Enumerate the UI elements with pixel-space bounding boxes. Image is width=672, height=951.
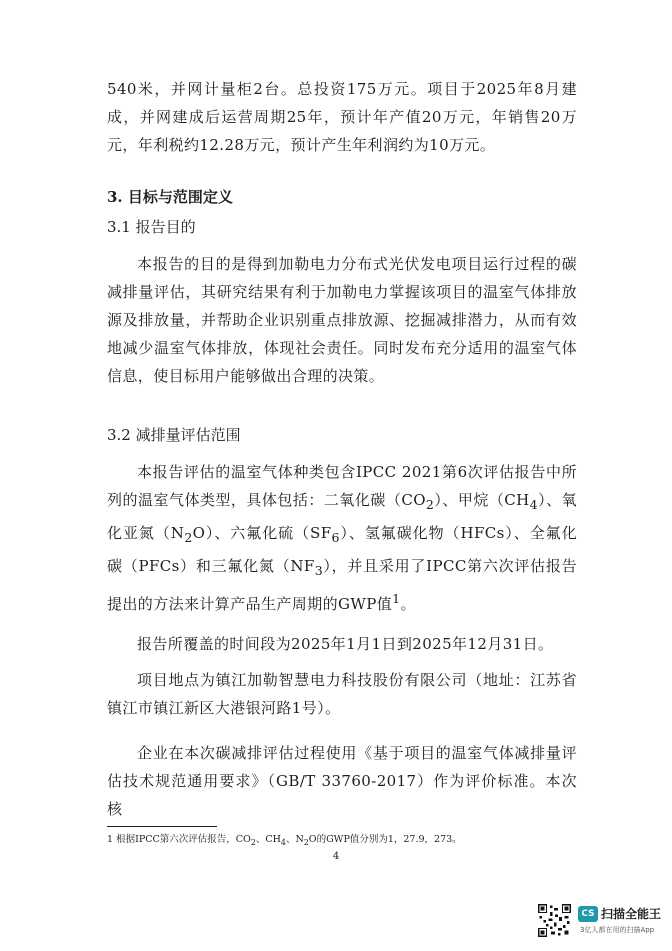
location-paragraph: 项目地点为镇江加勒智慧电力科技股份有限公司（地址：江苏省镇江市镇江新区大港银河路1号）。 [107,671,577,717]
intro-paragraph: 540米，并网计量柜2台。总投资175万元。项目于2025年8月建成，并网建成后运营周期25年，预计年产值20万元，年销售20万元，年利税约12.28万元，预计产生年利润约为10万元。 [107,80,577,154]
footnote-ch4-subscript: 4 [280,837,286,847]
watermark-title: 扫描全能王 [601,907,662,921]
page-number: 4 [332,851,340,862]
gas-types-paragraph [107,458,577,618]
gas-text-7: 。 [400,595,416,613]
gas-text-4: O）、六氟化硫（SF [192,524,332,542]
watermark-subtitle: 3亿人都在用的扫描App [580,926,655,934]
co2-subscript: 2 [425,497,435,512]
sf6-subscript: 6 [331,530,340,545]
footnote-co2-subscript: 2 [250,837,256,847]
footnote-text-1: 1 根据IPCC第六次评估报告，CO [107,834,251,845]
gas-text-2: ）、甲烷（CH [434,491,530,509]
nf3-subscript: 3 [314,563,324,578]
footnote-text-3: 、N [285,834,304,845]
footnote-divider [107,826,217,827]
section-3-1-heading: 3.1 报告目的 [107,218,196,236]
n2o-subscript: 2 [184,530,193,545]
footnote-text-2: 、CH [255,834,281,845]
standard-paragraph: 企业在本次碳减排评估过程使用《基于项目的温室气体减排量评估技术规范通用要求》（GB/T 33760-2017）作为评价标准。本次核 [107,744,577,818]
gas-text-3: ）、氧化亚氮（N [107,491,578,542]
report-purpose-paragraph: 本报告的目的是得到加勒电力分布式光伏发电项目运行过程的碳减排量评估，其研究结果有利于加勒电力掌握该项目的温室气体排放源及排放量，并帮助企业识别重点排放源、挖掘减排潜力，从而有效地减少温室气体排放，体现社会责任。同时发布充分适用的温室气体信息，使目标用户能够做出合理的决策。 [107,255,577,385]
qr-code-icon [538,904,571,937]
gas-text-1: 本报告评估的温室气体种类包含IPCC 2021第6次评估报告中所列的温室气体类型，具体包括：二氧化碳（CO [107,463,577,509]
section-3-heading: 3. 目标与范围定义 [107,188,233,206]
ch4-subscript: 4 [529,497,539,512]
gas-text-6: ），并且采用了IPCC第六次评估报告提出的方法来计算产品生产周期的GWP值 [107,557,577,613]
footnote-n2o-subscript: 2 [303,837,309,847]
section-3-2-heading: 3.2 减排量评估范围 [107,426,241,444]
footnote-reference[interactable]: 1 [392,591,401,606]
gas-text-5: ）、氢氟碳化物（HFCs）、全氟化碳（PFCs）和三氟化氮（NF [107,524,577,575]
footnote [107,833,462,850]
cs-logo-icon: CS [578,906,598,922]
footnote-text-4: O的GWP值分别为1，27.9，273。 [308,834,462,845]
period-paragraph: 报告所覆盖的时间段为2025年1月1日到2025年12月31日。 [137,635,554,653]
scanner-watermark [538,904,668,944]
